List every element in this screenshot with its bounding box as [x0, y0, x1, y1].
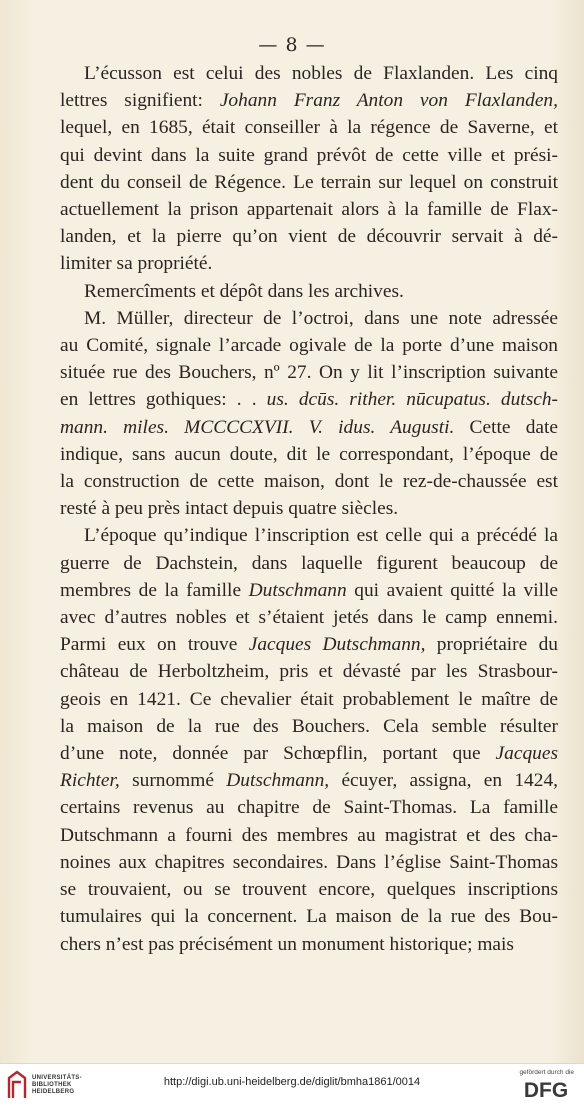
text-run: au Comité, signale l’arcade ogivale de la porte d’une maison	[60, 335, 558, 357]
text-line	[36, 577, 558, 604]
text-run: noines aux chapitres secondaires. Dans l’église Saint-Thomas	[60, 851, 558, 873]
text-run: membres de la famille	[60, 579, 249, 601]
text-run: lequel, en 1685, était conseiller à la régence de Saverne, et	[60, 117, 558, 139]
text-run: tumulaires qui la concernent. La maison de la rue des Bou-	[60, 906, 558, 928]
text-run: guerre de Dachstein, dans laquelle figurent beaucoup de	[60, 552, 558, 574]
text-line	[60, 522, 558, 549]
text-line	[36, 332, 558, 359]
text-run: en lettres gothiques: . .	[60, 389, 267, 411]
text-line	[60, 278, 558, 305]
funder-note: gefördert durch die	[519, 1069, 574, 1076]
text-run: chers n’est pas précisément un monument historique; mais	[60, 933, 514, 955]
text-line	[36, 767, 558, 794]
source-url-link[interactable]: http://digi.ub.uni-heidelberg.de/diglit/bmha1861/0014	[163, 1076, 421, 1088]
text-run: Remercîments et dépôt dans les archives.	[84, 280, 404, 302]
italic-run: Richter,	[60, 770, 120, 792]
text-line	[36, 114, 558, 141]
text-line	[36, 250, 558, 277]
italic-run: Dutschmann,	[226, 770, 330, 792]
body-text	[60, 60, 558, 958]
italic-run: mann. miles. MCCCCXVII. V. idus. Augusti.	[60, 416, 455, 438]
italic-run: us. dcūs. rither. nūcupatus. dutsch-	[266, 389, 558, 411]
text-run: limiter sa propriété.	[60, 253, 213, 275]
dfg-logo-text: DFG	[523, 1079, 569, 1101]
text-line	[36, 931, 558, 958]
text-line	[36, 441, 558, 468]
italic-run: Jacques Dutschmann,	[248, 634, 426, 656]
text-line	[36, 822, 558, 849]
text-run: certains revenus au chapitre de Saint-Thomas. La famille	[60, 797, 558, 819]
text-run: L’époque qu’indique l’inscription est celle qui a précédé la	[84, 525, 558, 547]
text-line	[36, 631, 558, 658]
text-line	[60, 60, 558, 87]
text-run: geois en 1421. Ce chevalier était probablement le maître de	[60, 688, 558, 710]
text-line	[36, 550, 558, 577]
text-line	[36, 414, 558, 441]
dfg-logo-icon	[516, 1077, 576, 1101]
text-run: d’une note, donnée par Schœpflin, portant que	[60, 743, 496, 765]
text-line	[36, 386, 558, 413]
text-line	[36, 468, 558, 495]
text-line	[36, 794, 558, 821]
text-run: située rue des Bouchers, nº 27. On y lit l’inscription suivante	[60, 362, 558, 384]
text-run: landen, et la pierre qu’on vient de découvrir servait à dé-	[60, 226, 558, 248]
text-run: L’écusson est celui des nobles de Flaxlanden. Les cinq	[84, 63, 558, 84]
text-run: écuyer, assigna, en 1424,	[329, 770, 558, 792]
text-line	[36, 223, 558, 250]
paragraph	[60, 278, 558, 305]
text-run: resté à peu près intact depuis quatre siècles.	[60, 498, 399, 520]
text-run: Cette date	[454, 416, 558, 438]
viewer-footer	[0, 1063, 584, 1107]
text-run: château de Herboltzheim, pris et dévasté par les Strasbour-	[60, 661, 558, 683]
text-run: se trouvaient, ou se trouvent encore, quelques inscriptions	[60, 879, 558, 901]
text-run: Parmi eux on trouve	[60, 634, 249, 656]
text-line	[36, 713, 558, 740]
text-line	[36, 686, 558, 713]
text-line	[36, 142, 558, 169]
text-run: indique, sans aucun doute, dit le correspondant, l’époque de	[60, 443, 558, 465]
text-run: la construction de cette maison, dont le rez-de-chaussée est	[60, 471, 558, 493]
text-run: surnommé	[119, 770, 227, 792]
text-line	[36, 495, 558, 522]
text-line	[36, 87, 558, 114]
text-line	[36, 359, 558, 386]
paragraph	[60, 522, 558, 957]
text-line	[60, 305, 558, 332]
italic-run: Jacques	[495, 743, 558, 765]
text-line	[36, 604, 558, 631]
text-run: M. Müller, directeur de l’octroi, dans une note adressée	[84, 307, 558, 329]
text-run: actuellement la prison appartenait alors à la famille de Flax-	[60, 199, 558, 221]
text-line	[36, 169, 558, 196]
text-run: lettres signifient:	[60, 90, 220, 112]
text-run: Dutschmann a fourni des membres au magistrat et des cha-	[60, 824, 558, 846]
text-run: la maison de la rue des Bouchers. Cela semble résulter	[60, 715, 558, 737]
text-line	[36, 903, 558, 930]
page-number: — 8 —	[258, 34, 326, 56]
text-run: propriétaire du	[425, 634, 559, 656]
italic-run: Dutschmann	[248, 579, 347, 601]
paragraph	[60, 305, 558, 523]
text-run: avec d’autres nobles et s’étaient jetés dans le camp ennemi.	[60, 607, 558, 629]
library-name: UNIVERSITÄTS- BIBLIOTHEK HEIDELBERG	[32, 1075, 82, 1095]
italic-run: Johann Franz Anton von Flaxlanden,	[219, 90, 558, 112]
text-line	[36, 740, 558, 767]
text-line	[36, 876, 558, 903]
text-line	[36, 196, 558, 223]
text-run: qui devint dans la suite grand prévôt de cette ville et prési-	[60, 144, 558, 166]
text-run: dent du conseil de Régence. Le terrain sur lequel on construit	[60, 171, 558, 193]
text-run: qui avaient quitté la ville	[346, 579, 558, 601]
text-line	[36, 658, 558, 685]
paragraph	[60, 60, 558, 278]
text-line	[36, 849, 558, 876]
